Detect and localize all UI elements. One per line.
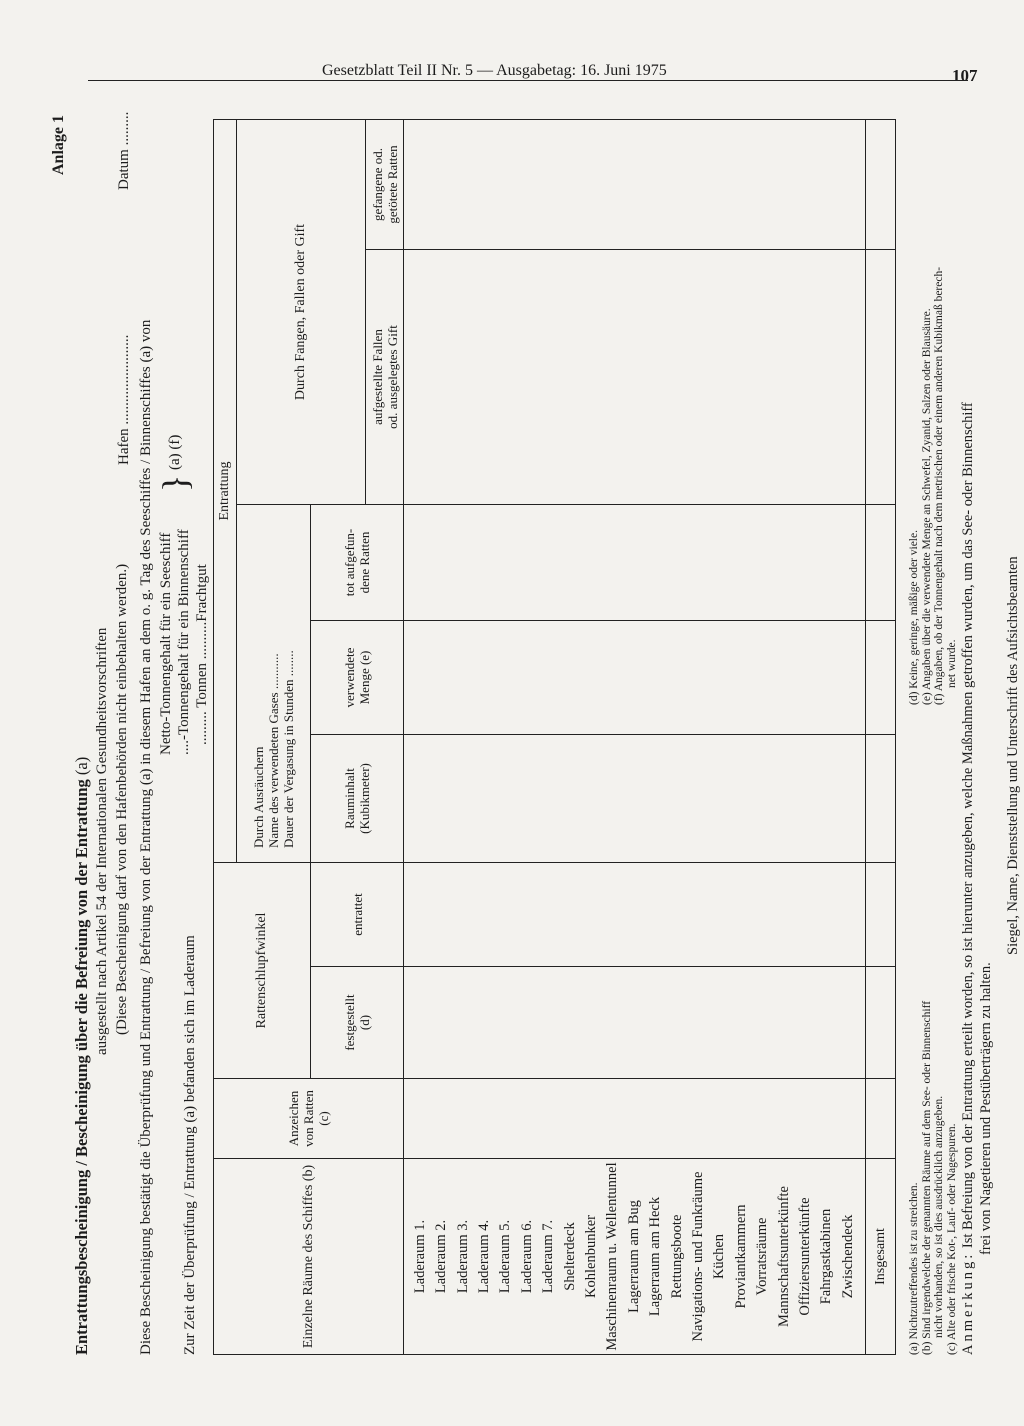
tonnage-note: (a) (f) <box>167 434 183 470</box>
room-item: Shelterdeck <box>561 1222 578 1291</box>
inspection-line: Zur Zeit der Überprüfung / Entrattung (a) befanden sich im Laderaum <box>182 935 198 1355</box>
total-volume <box>866 735 896 863</box>
volume-1: Rauminhalt <box>342 768 357 829</box>
footnote-b1: (b) Sind irgendwelche der genannten Räume auf dem See- oder Binnenschiff <box>920 1000 933 1355</box>
found-1: festgestellt <box>342 994 357 1051</box>
header-volume <box>311 735 404 863</box>
room-item: Laderaum 4. <box>475 1219 492 1294</box>
header-traps <box>366 250 404 505</box>
cell-rat-signs <box>404 1079 866 1159</box>
header-amount <box>311 621 404 735</box>
amount-2: Menge (e) <box>357 650 372 705</box>
caught-1: gefangene od. <box>369 148 385 221</box>
footnote-c: (c) Alte oder frische Kot-, Lauf- oder Nagespuren. <box>945 1123 958 1355</box>
room-item: Laderaum 7. <box>540 1219 557 1294</box>
running-title: Gesetzblatt Teil II Nr. 5 — Ausgabetag: 16. Juni 1975 <box>322 62 667 79</box>
header-derat-group: Entrattung <box>214 119 237 862</box>
certification-line: Diese Bescheinigung bestätigt die Überprüfung und Entrattung / Befreiung von der Entrattung (a) in diesem Hafen an dem o. g. Tag des Seeschiffes / Binnenschiffes (a) von <box>138 319 154 1355</box>
total-label: Insgesamt <box>866 1159 896 1355</box>
volume-2: (Kubikmeter) <box>357 763 372 834</box>
caught-2: getötete Ratten <box>384 145 400 224</box>
footnote-f2: net wurde. <box>945 639 958 688</box>
footnote-e: (e) Angaben über die verwendete Menge an Schwefel, Zyanid, Salzen oder Blausäure. <box>920 308 933 705</box>
remark-text: Ist Befreiung von der Entrattung erteilt worden, so ist hierunter anzugeben, welche Maßnahmen getroffen wurden, um das See- oder Binnenschiff <box>960 402 976 1249</box>
room-item: Proviantkammern <box>732 1204 749 1309</box>
page-number: 107 <box>952 66 978 85</box>
room-item: Laderaum 3. <box>454 1219 471 1294</box>
room-item: Offiziersunterkünfte <box>797 1197 814 1316</box>
header-deratted: entrattet <box>311 863 404 967</box>
cell-traps <box>404 250 866 505</box>
cell-amount <box>404 621 866 735</box>
room-item: Fahrgastkabinen <box>818 1208 835 1305</box>
footnote-d: (d) Keine, geringe, mäßige oder viele. <box>908 530 920 705</box>
footnote-b2: nicht vorhanden, so ist dies ausdrücklich anzugeben. <box>933 1095 945 1338</box>
form-subtitle-1: ausgestellt nach Artikel 54 der Internationalen Gesundheitsvorschriften <box>94 627 110 1055</box>
header-rat-signs <box>214 1079 404 1159</box>
total-deratted <box>866 863 896 967</box>
remark <box>960 402 977 1355</box>
header-fumigation <box>237 505 311 863</box>
room-list <box>404 1159 866 1355</box>
dead-2: dene Ratten <box>357 531 372 594</box>
total-rat-signs <box>866 1079 896 1159</box>
header-rooms: Einzelne Räume des Schiffes (b) <box>214 1159 404 1355</box>
remark-continued: frei von Nagetieren und Pestüberträgern zu halten. <box>978 962 994 1255</box>
brace-symbol: } <box>155 474 195 492</box>
form-title <box>72 757 92 1355</box>
header-found <box>311 967 404 1079</box>
room-item: Laderaum 6. <box>518 1219 535 1294</box>
tonnage-sea: Netto-Tonnengehalt für ein Seeschiff <box>158 532 174 755</box>
traps-1: aufgestellte Fallen <box>369 329 385 425</box>
traps-2: od. ausgelegtes Gift <box>384 325 400 429</box>
rat-signs-1: Anzeichen <box>286 1090 301 1147</box>
cell-volume <box>404 735 866 863</box>
signature-line: Siegel, Name, Dienststellung und Unterschrift des Aufsichtsbeamten <box>1005 556 1021 955</box>
remark-label: Anmerkung: <box>960 1251 976 1355</box>
total-traps <box>866 250 896 505</box>
deratting-table <box>213 119 896 1355</box>
form-subtitle-2: (Diese Bescheinigung darf von den Hafenbehörden nicht einbehalten werden.) <box>114 563 130 1035</box>
room-item: Navigations- und Funkräume <box>690 1171 707 1342</box>
header-dead-rats <box>311 505 404 621</box>
header-trapping: Durch Fangen, Fallen oder Gift <box>237 119 366 504</box>
footnotes-left <box>908 1001 958 1355</box>
dead-1: tot aufgefun- <box>342 528 357 597</box>
header-hideouts: Rattenschlupfwinkel <box>214 863 311 1079</box>
harbor-field: Hafen ........................ <box>116 334 132 465</box>
total-amount <box>866 621 896 735</box>
room-item: Laderaum 1. <box>411 1219 428 1294</box>
room-item: Laderaum 2. <box>433 1219 450 1294</box>
room-item: Vorratsräume <box>754 1217 771 1296</box>
cell-deratted <box>404 863 866 967</box>
rat-signs-2: von Ratten <box>301 1090 316 1147</box>
room-item: Zwischendeck <box>839 1214 856 1299</box>
fumig-method: Durch Ausräuchern <box>251 746 266 848</box>
cell-caught <box>404 119 866 249</box>
footnote-f1: (f) Angaben, ob der Tonnengehalt nach dem metrischen oder einem anderen Kubikmaß berech- <box>933 266 945 705</box>
footnotes-right <box>908 267 958 705</box>
fumig-gas: Name des verwendeten Gases ........... <box>266 653 281 848</box>
annex-label: Anlage 1 <box>50 115 67 175</box>
header-caught <box>366 119 404 249</box>
amount-1: verwendete <box>342 647 357 708</box>
room-item: Maschinenraum u. Wellentunnel <box>604 1162 621 1351</box>
fumig-duration: Dauer der Vergasung in Stunden ........ <box>281 650 296 848</box>
total-found <box>866 967 896 1079</box>
total-dead-rats <box>866 505 896 621</box>
form-title-text: Entrattungsbescheinigung / Bescheinigung über die Befreiung von der Entrattung <box>72 779 91 1355</box>
cargo-line: ......... Tonnen ..........Frachtgut <box>194 564 210 745</box>
total-caught <box>866 119 896 249</box>
found-2: (d) <box>357 1014 372 1031</box>
cell-dead-rats <box>404 505 866 621</box>
tonnage-inland: ....-Tonnengehalt für ein Binnenschiff <box>176 529 192 755</box>
room-item: Mannschaftsunterkünfte <box>775 1186 792 1327</box>
room-item: Laderaum 5. <box>497 1219 514 1294</box>
footnote-a: (a) Nichtzutreffendes ist zu streichen. <box>908 1182 920 1355</box>
room-item: Lagerraum am Bug <box>625 1200 642 1313</box>
form-title-note: (a) <box>72 756 91 776</box>
room-item: Küchen <box>711 1233 728 1280</box>
room-item: Kohlenbunker <box>582 1215 599 1298</box>
date-field: Datum ......... <box>116 111 132 190</box>
room-item: Rettungsboote <box>668 1214 685 1299</box>
cell-found <box>404 967 866 1079</box>
rat-signs-3: (c) <box>316 1111 331 1126</box>
room-item: Lagerraum am Heck <box>647 1196 664 1317</box>
